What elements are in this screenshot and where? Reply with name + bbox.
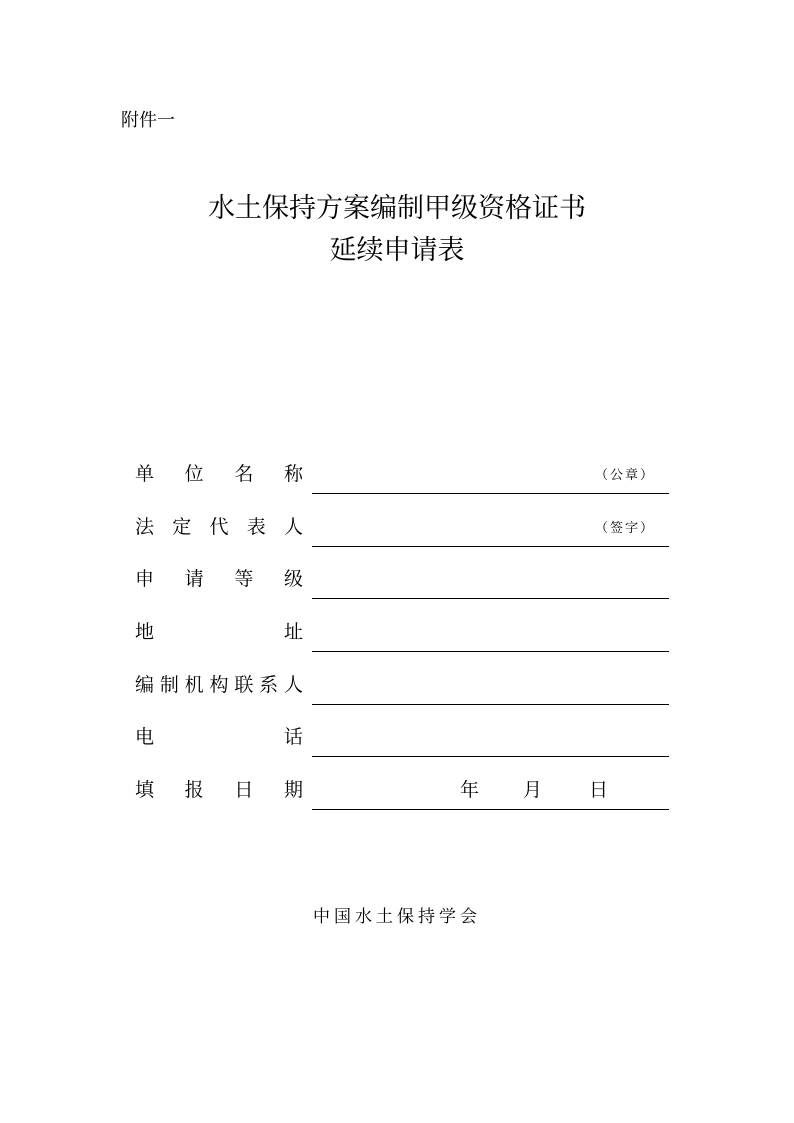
form-title-line2: 延续申请表 [329,235,465,266]
label-unit-name [135,459,303,486]
label-char: 填 [135,779,155,801]
label-legal-rep [135,512,303,539]
label-char: 位 [184,463,204,485]
label-char: 代 [209,516,229,538]
label-char: 电 [135,726,155,748]
label-char: 等 [234,568,254,590]
row-address [135,612,670,652]
grade-field[interactable] [312,598,669,599]
label-char: 请 [184,568,204,590]
contact-field[interactable] [312,704,669,705]
label-grade [135,564,303,591]
row-contact [135,665,670,705]
phone-field[interactable] [312,756,669,757]
label-char: 地 [135,621,155,643]
label-char: 人 [283,674,303,696]
label-char: 联 [234,674,254,696]
label-char: 称 [283,463,303,485]
label-char: 话 [283,726,303,748]
form-title-line1: 水土保持方案编制甲级资格证书 [208,193,586,224]
label-char: 机 [184,674,204,696]
issuing-organization: 中国水土保持学会 [313,907,481,927]
label-char: 单 [135,463,155,485]
row-phone [135,717,670,757]
label-date [135,775,303,802]
label-char: 期 [283,779,303,801]
label-char: 构 [209,674,229,696]
label-char: 定 [172,516,192,538]
label-address [135,617,303,644]
row-unit-name [135,454,670,494]
month-label: 月 [523,779,543,801]
label-char: 人 [283,516,303,538]
address-field[interactable] [312,651,669,652]
label-char: 报 [184,779,204,801]
label-char: 编 [135,674,155,696]
label-char: 法 [135,516,155,538]
label-contact [135,670,303,697]
legal-rep-field[interactable] [312,521,669,547]
label-char: 址 [283,621,303,643]
label-phone [135,722,303,749]
label-char: 制 [159,674,179,696]
label-char: 表 [246,516,266,538]
row-date [135,770,670,810]
signature-note: （签字） [594,521,655,536]
attachment-label: 附件一 [121,110,175,131]
seal-note: （公章） [594,468,655,483]
row-grade [135,559,670,599]
unit-name-field[interactable] [312,468,669,494]
label-char: 级 [283,568,303,590]
day-label: 日 [589,779,609,801]
row-legal-rep [135,507,670,547]
label-char: 系 [259,674,279,696]
year-label: 年 [460,779,480,801]
label-char: 日 [234,779,254,801]
label-char: 名 [234,463,254,485]
label-char: 申 [135,568,155,590]
date-field[interactable] [312,809,669,810]
